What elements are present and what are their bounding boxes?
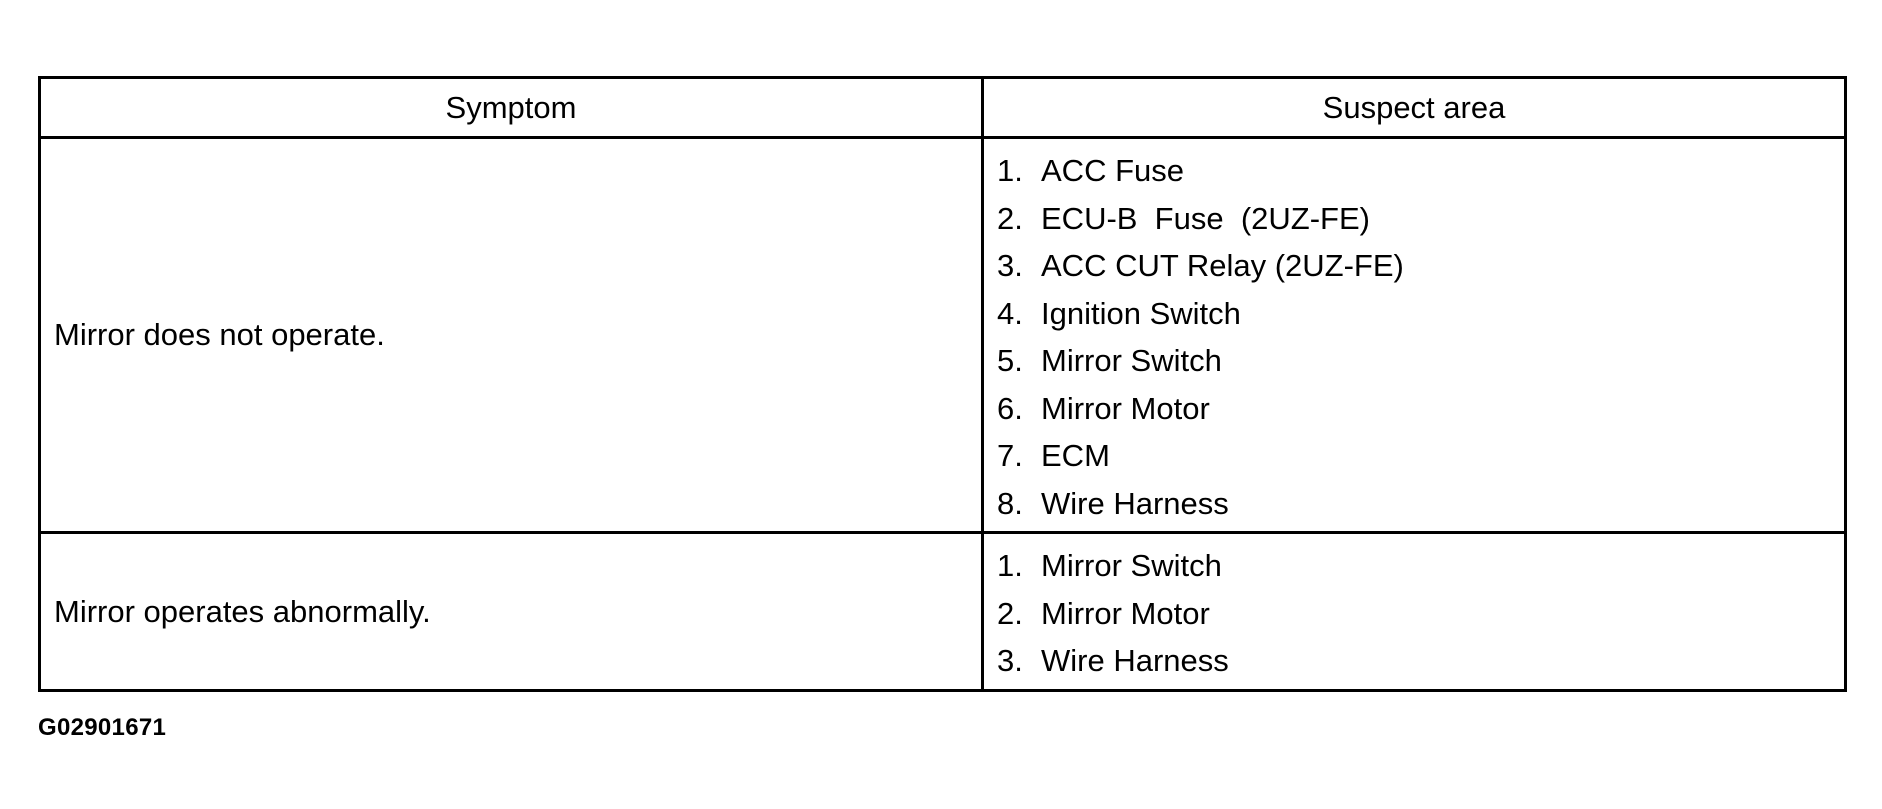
item-text: ACC Fuse bbox=[1041, 153, 1184, 188]
list-item bbox=[997, 290, 1844, 338]
table-header-row bbox=[40, 78, 1846, 138]
item-number: 3. bbox=[997, 248, 1023, 283]
item-number: 2. bbox=[997, 595, 1023, 631]
item-text: ECM bbox=[1041, 438, 1110, 473]
list-item bbox=[997, 432, 1844, 480]
suspect-area-cell bbox=[983, 533, 1846, 691]
suspect-area-cell bbox=[983, 138, 1846, 533]
list-item bbox=[997, 147, 1844, 195]
list-item bbox=[997, 542, 1844, 590]
list-item bbox=[997, 337, 1844, 385]
suspect-area-list bbox=[997, 147, 1844, 527]
item-text: Mirror Switch bbox=[1041, 343, 1222, 378]
item-text: Mirror Motor bbox=[1041, 390, 1210, 426]
symptom-cell: Mirror operates abnormally. bbox=[40, 533, 983, 691]
list-item bbox=[997, 590, 1844, 638]
symptom-chart bbox=[38, 76, 1844, 692]
item-number: 7. bbox=[997, 438, 1023, 473]
item-text: ECU-B Fuse (2UZ-FE) bbox=[1041, 200, 1370, 236]
list-item bbox=[997, 637, 1844, 685]
item-number: 2. bbox=[997, 200, 1023, 236]
item-number: 5. bbox=[997, 343, 1023, 378]
table-row bbox=[40, 533, 1846, 691]
symptom-cell: Mirror does not operate. bbox=[40, 138, 983, 533]
item-text: ACC CUT Relay (2UZ-FE) bbox=[1041, 248, 1404, 283]
item-text: Wire Harness bbox=[1041, 485, 1229, 521]
item-number: 4. bbox=[997, 295, 1023, 331]
item-text: Mirror Motor bbox=[1041, 595, 1210, 631]
problem-symptoms-table bbox=[38, 76, 1847, 692]
item-number: 1. bbox=[997, 153, 1023, 188]
item-number: 8. bbox=[997, 485, 1023, 521]
list-item bbox=[997, 242, 1844, 290]
suspect-area-column-header: Suspect area bbox=[983, 78, 1846, 138]
list-item bbox=[997, 385, 1844, 433]
list-item bbox=[997, 480, 1844, 528]
item-text: Ignition Switch bbox=[1041, 295, 1241, 331]
suspect-area-list bbox=[997, 542, 1844, 685]
item-number: 3. bbox=[997, 643, 1023, 678]
symptom-column-header: Symptom bbox=[40, 78, 983, 138]
item-number: 6. bbox=[997, 390, 1023, 426]
list-item bbox=[997, 195, 1844, 243]
table-row bbox=[40, 138, 1846, 533]
item-text: Mirror Switch bbox=[1041, 548, 1222, 583]
item-text: Wire Harness bbox=[1041, 643, 1229, 678]
figure-id: G02901671 bbox=[38, 714, 167, 741]
item-number: 1. bbox=[997, 548, 1023, 583]
